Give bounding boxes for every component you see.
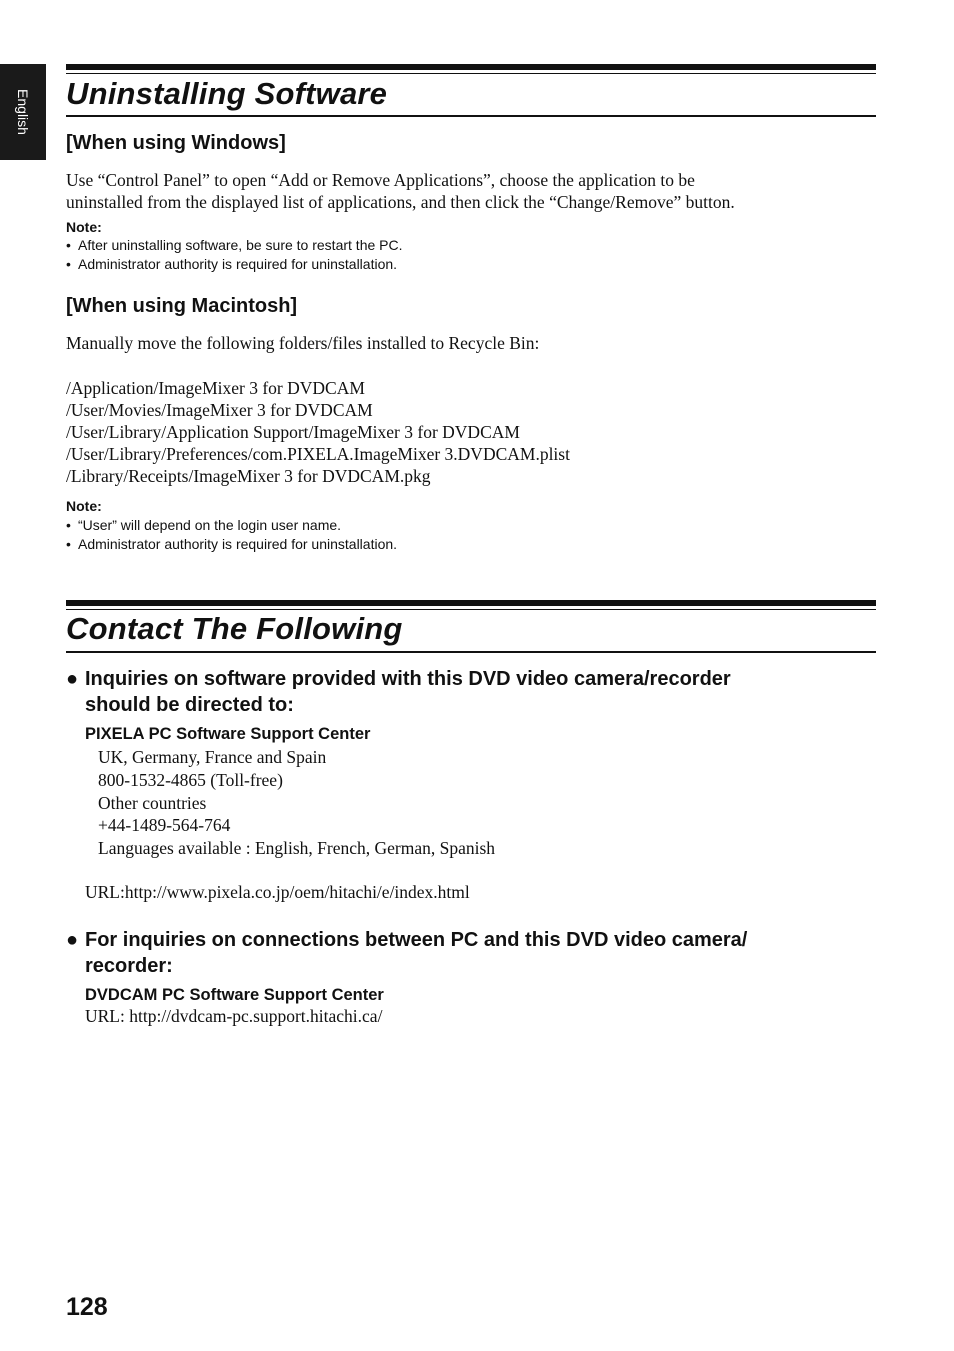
section-underline [66, 651, 876, 653]
note-label-mac: Note: [66, 498, 102, 514]
windows-instructions-line: Use “Control Panel” to open “Add or Remove Applications”, choose the application to be [66, 170, 695, 190]
notes-windows [66, 236, 403, 273]
section-underline [66, 115, 876, 117]
language-tab [0, 64, 46, 160]
file-path: /User/Library/Preferences/com.PIXELA.ImageMixer 3.DVDCAM.plist [66, 444, 570, 464]
heading-line: Inquiries on software provided with this DVD video camera/recorder [85, 668, 731, 690]
mac-intro: Manually move the following folders/files installed to Recycle Bin: [66, 333, 540, 353]
file-path: /User/Library/Application Support/ImageMixer 3 for DVDCAM [66, 422, 520, 442]
heading-windows: [When using Windows] [66, 132, 286, 154]
heading-line: For inquiries on connections between PC and this DVD video camera/ [85, 929, 748, 951]
file-path: /User/Movies/ImageMixer 3 for DVDCAM [66, 400, 373, 420]
dvdcam-support-center: DVDCAM PC Software Support Center [85, 986, 384, 1004]
detail-line: Languages available : English, French, German, Spanish [98, 838, 496, 859]
section-top-bar [66, 600, 876, 606]
pixela-support-center: PIXELA PC Software Support Center [85, 725, 371, 743]
mac-file-paths [66, 377, 570, 487]
dvdcam-url: URL: http://dvdcam-pc.support.hitachi.ca/ [85, 1006, 383, 1026]
detail-line: Other countries [98, 792, 207, 813]
list-item: • Administrator authority is required for uninstallation. [66, 535, 397, 554]
section-title-uninstall: Uninstalling Software [66, 76, 388, 111]
detail-line: 800-1532-4865 (Toll-free) [98, 769, 283, 790]
list-item: • “User” will depend on the login user name. [66, 516, 397, 535]
section-title-contact: Contact The Following [66, 611, 403, 646]
software-inquiries-heading [66, 666, 866, 718]
pixela-contact-details [98, 746, 495, 860]
list-item: • After uninstalling software, be sure to restart the PC. [66, 236, 403, 255]
file-path: /Library/Receipts/ImageMixer 3 for DVDCAM.pkg [66, 466, 431, 486]
bullet-icon: ● [66, 668, 79, 690]
heading-line: should be directed to: [85, 694, 294, 716]
note-label-windows: Note: [66, 219, 102, 235]
detail-line: +44-1489-564-764 [98, 815, 231, 836]
list-item: • Administrator authority is required for uninstallation. [66, 255, 403, 274]
windows-instructions [66, 170, 735, 213]
language-label: English [15, 89, 31, 135]
connection-inquiries-heading [66, 927, 866, 979]
notes-mac [66, 516, 397, 553]
pixela-url: URL:http://www.pixela.co.jp/oem/hitachi/e/index.html [85, 882, 470, 902]
windows-instructions-line: uninstalled from the displayed list of applications, and then click the “Change/Remove” button. [66, 191, 735, 212]
detail-line: UK, Germany, France and Spain [98, 747, 327, 767]
page-number: 128 [66, 1293, 108, 1321]
file-path: /Application/ImageMixer 3 for DVDCAM [66, 378, 365, 398]
heading-macintosh: [When using Macintosh] [66, 295, 298, 317]
heading-line: recorder: [85, 955, 173, 977]
section-top-bar [66, 64, 876, 70]
bullet-icon: ● [66, 929, 79, 951]
